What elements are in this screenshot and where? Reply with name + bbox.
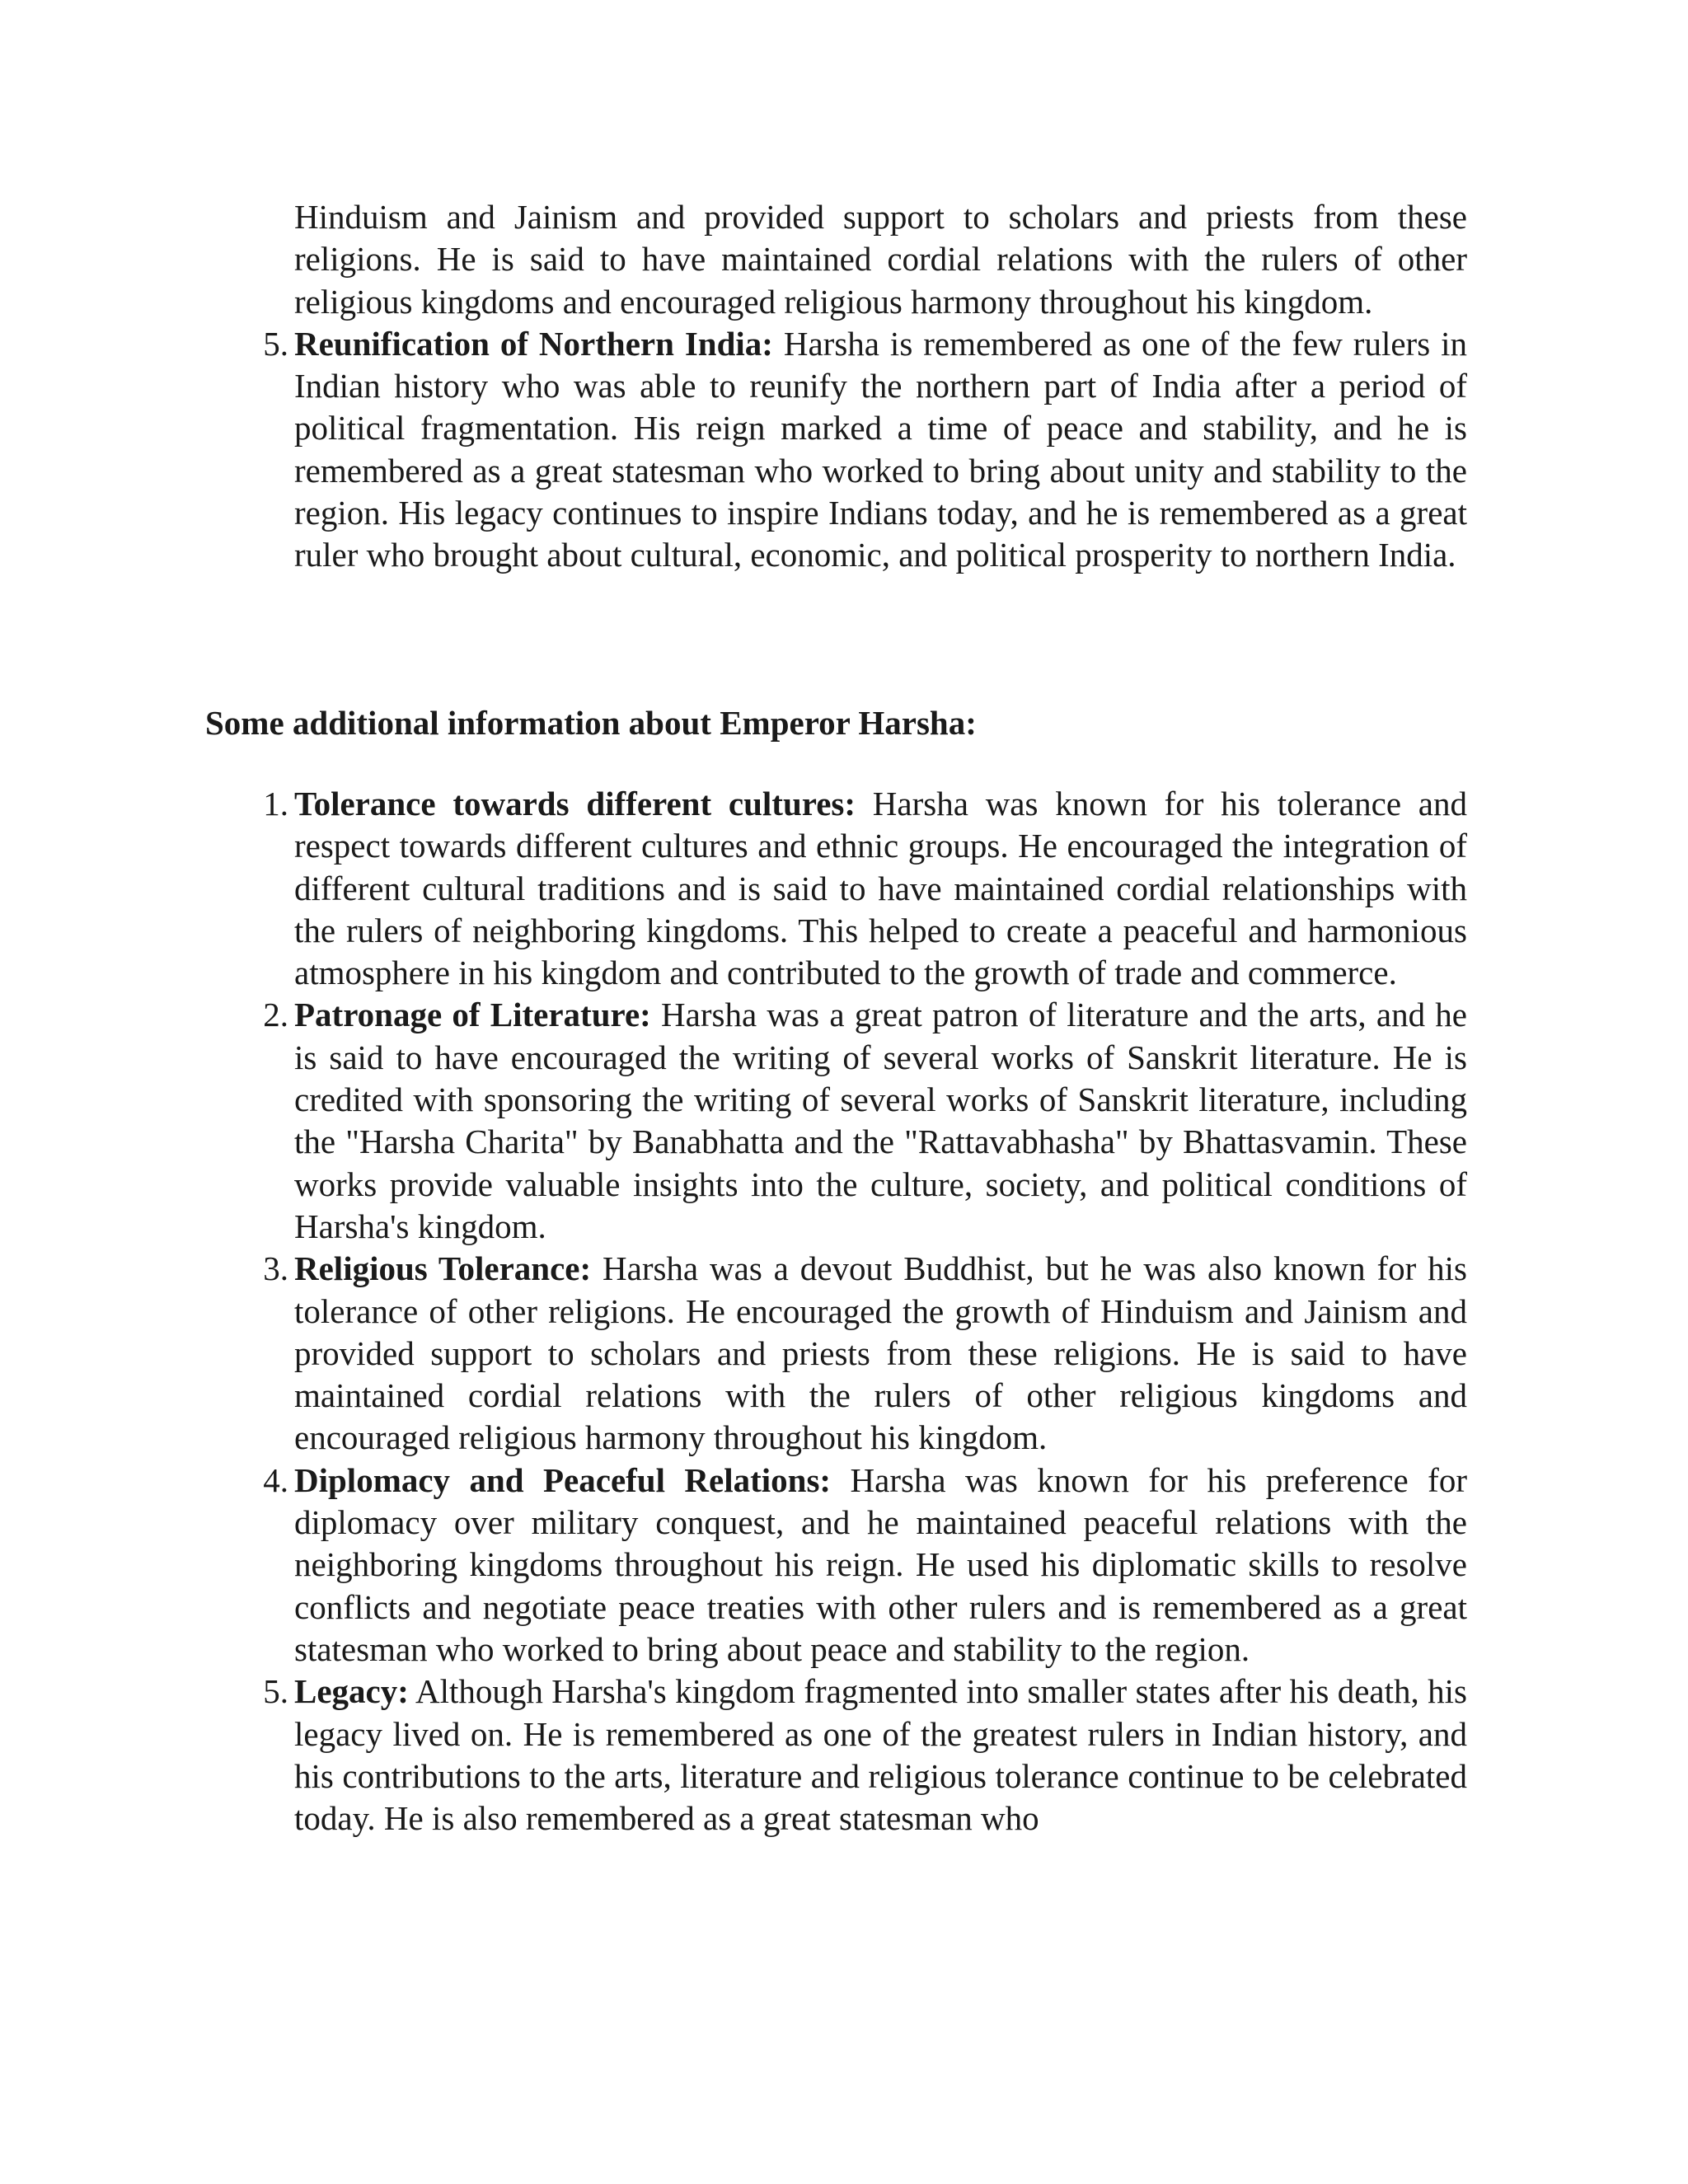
list-item-text: Harsha was a great patron of literature and the arts, and he is said to have encouraged the writing of several works of Sanskrit literature. He is credited with sponsoring the writing of several works of Sanskrit literature, including the "Harsha Charita" by Banabhatta and the "Rattavabhasha" by Bhattasvamin. These works provide valuable insights into the culture, society, and political conditions of Harsha's kingdom. bbox=[294, 996, 1467, 1245]
list-item-legacy bbox=[0, 1671, 1688, 1840]
list-item-title: Religious Tolerance: bbox=[294, 1249, 592, 1288]
list-item-body bbox=[294, 994, 1467, 1248]
list-item-reunification bbox=[0, 323, 1688, 577]
list-item-title: Diplomacy and Peaceful Relations: bbox=[294, 1460, 832, 1499]
list-item-text: Harsha was known for his tolerance and respect towards different cultures and ethnic groups. He encouraged the integration of different cultural traditions and is said to have maintained cordial relationships with the rulers of neighboring kingdoms. This helped to create a peaceful and harmonious atmosphere in his kingdom and contributed to the growth of trade and commerce. bbox=[294, 785, 1467, 992]
list-item-text: Although Harsha's kingdom fragmented into smaller states after his death, his legacy lived on. He is remembered as one of the greatest rulers in Indian history, and his contributions to the arts, literature and religious tolerance continue to be celebrated today. He is also remembered as a great statesman who bbox=[294, 1672, 1467, 1838]
list-item-number: 1. bbox=[263, 785, 288, 823]
list-item-body bbox=[294, 783, 1467, 994]
list-item-body bbox=[294, 1248, 1467, 1459]
list-item-body bbox=[294, 1671, 1467, 1840]
list-item-title: Patronage of Literature: bbox=[294, 996, 651, 1034]
list-item-title: Tolerance towards different cultures: bbox=[294, 785, 856, 823]
list-item-body bbox=[294, 323, 1467, 577]
list-item-continuation: Hinduism and Jainism and provided support to scholars and priests from these religions. He is said to have maintained cordial relations with the rulers of other religious kingdoms and encouraged religious harmony throughout his kingdom. bbox=[294, 198, 1467, 321]
section-heading: Some additional information about Emperor Harsha: bbox=[205, 704, 977, 742]
list-item-body bbox=[294, 1460, 1467, 1671]
list-item-text: Harsha was a devout Buddhist, but he was also known for his tolerance of other religions. He encouraged the growth of Hinduism and Jainism and provided support to scholars and priests from these religions. He is said to have maintained cordial relations with the rulers of other religious kingdoms and encouraged religious harmony throughout his kingdom. bbox=[294, 1249, 1468, 1457]
list-item-number: 5. bbox=[263, 324, 288, 363]
list-item-title: Legacy: bbox=[294, 1672, 409, 1711]
numbered-list-continued bbox=[0, 196, 1688, 577]
list-item-religious-tolerance bbox=[0, 1248, 1688, 1459]
list-item-patronage-literature bbox=[0, 994, 1688, 1248]
list-item-number: 3. bbox=[263, 1249, 288, 1288]
list-item-text: Harsha was known for his preference for diplomacy over military conquest, and he maintained peaceful relations with the neighboring kingdoms throughout his reign. He used his diplomatic skills to resolve conflicts and negotiate peace treaties with other rulers and is remembered as a great statesman who worked to bring about peace and stability to the region. bbox=[294, 1460, 1467, 1668]
list-item-number: 5. bbox=[263, 1672, 288, 1711]
list-item-number: 4. bbox=[263, 1460, 288, 1499]
list-item-diplomacy bbox=[0, 1460, 1688, 1671]
numbered-list bbox=[0, 783, 1688, 1840]
list-item-title: Reunification of Northern India: bbox=[294, 324, 773, 363]
list-item-number: 2. bbox=[263, 996, 288, 1034]
list-item-tolerance-cultures bbox=[0, 783, 1688, 994]
list-item-text: Harsha is remembered as one of the few rulers in Indian history who was able to reunify the northern part of India after a period of political fragmentation. His reign marked a time of peace and stability, and he is remembered as a great statesman who worked to bring about unity and stability to the region. His legacy continues to inspire Indians today, and he is remembered as a great ruler who brought about cultural, economic, and political prosperity to northern India. bbox=[294, 324, 1467, 574]
